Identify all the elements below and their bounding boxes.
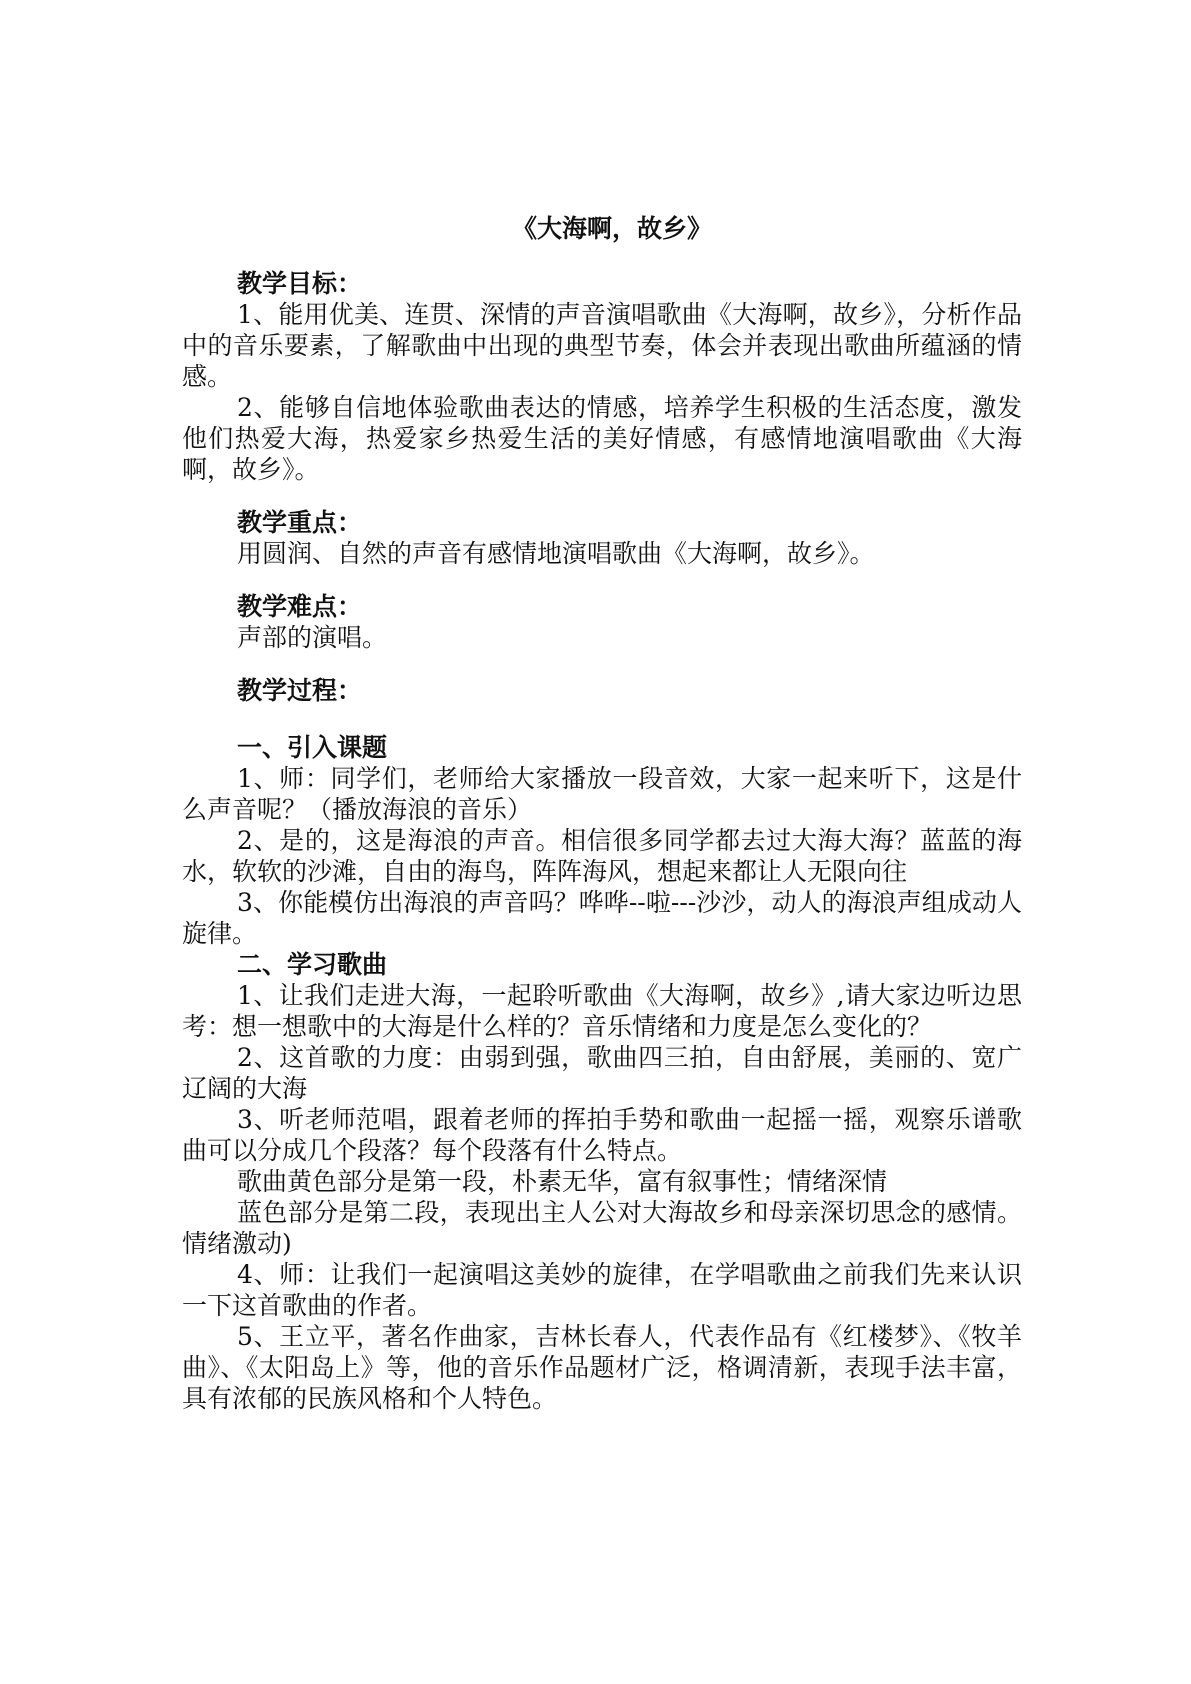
spacer xyxy=(182,485,1022,507)
key-point-text: 用圆润、自然的声音有感情地演唱歌曲《大海啊，故乡》。 xyxy=(237,539,875,568)
key-point-heading: 教学重点： xyxy=(237,508,363,537)
part2-item-1: 1、让我们走进大海，一起聆听歌曲《大海啊，故乡》,请大家边听边思考：想一想歌中的大海是什么样的？音乐情绪和力度是怎么变化的？ xyxy=(182,981,1022,1041)
objective-item-2: 2、能够自信地体验歌曲表达的情感，培养学生积极的生活态度，激发他们热爱大海，热爱家乡热爱生活的美好情感，有感情地演唱歌曲《大海啊，故乡》。 xyxy=(182,393,1022,484)
spacer xyxy=(182,653,1022,675)
document-title: 《大海啊，故乡》 xyxy=(511,214,712,243)
part1-item-1: 1、师：同学们，老师给大家播放一段音效，大家一起来听下，这是什么声音呢？（播放海浪的音乐） xyxy=(182,764,1022,824)
part2-item-4: 歌曲黄色部分是第一段，朴素无华，富有叙事性；情绪深情 xyxy=(237,1167,888,1196)
part2-heading: 二、学习歌曲 xyxy=(237,950,388,979)
part2-item-6: 4、师：让我们一起演唱这美妙的旋律，在学唱歌曲之前我们先来认识一下这首歌曲的作者。 xyxy=(182,1260,1022,1320)
difficulty-heading: 教学难点： xyxy=(237,592,363,621)
part1-heading: 一、引入课题 xyxy=(237,733,388,762)
part1-item-2: 2、是的，这是海浪的声音。相信很多同学都去过大海大海？蓝蓝的海水，软软的沙滩，自由的海鸟，阵阵海风，想起来都让人无限向往 xyxy=(182,826,1022,886)
part2-item-7: 5、王立平，著名作曲家，吉林长春人，代表作品有《红楼梦》、《牧羊曲》、《太阳岛上》等，他的音乐作品题材广泛，格调清新，表现手法丰富，具有浓郁的民族风格和个人特色。 xyxy=(182,1322,1022,1413)
objective-item-1: 1、能用优美、连贯、深情的声音演唱歌曲《大海啊，故乡》，分析作品中的音乐要素，了解歌曲中出现的典型节奏，体会并表现出歌曲所蕴涵的情感。 xyxy=(182,300,1022,391)
spacer xyxy=(182,569,1022,591)
part2-item-2: 2、这首歌的力度：由弱到强，歌曲四三拍，自由舒展，美丽的、宽广辽阔的大海 xyxy=(182,1043,1022,1103)
difficulty-text: 声部的演唱。 xyxy=(237,623,388,652)
document-content xyxy=(182,212,1022,1414)
part1-item-3: 3、你能模仿出海浪的声音吗？哗哗--啦---沙沙，动人的海浪声组成动人旋律。 xyxy=(182,888,1022,948)
process-heading: 教学过程： xyxy=(237,676,363,705)
objectives-heading: 教学目标： xyxy=(237,269,363,298)
part2-item-3: 3、听老师范唱，跟着老师的挥拍手势和歌曲一起摇一摇，观察乐谱歌曲可以分成几个段落？每个段落有什么特点。 xyxy=(182,1105,1022,1165)
spacer xyxy=(182,706,1022,732)
part2-item-5: 蓝色部分是第二段，表现出主人公对大海故乡和母亲深切思念的感情。情绪激动) xyxy=(182,1198,1022,1258)
